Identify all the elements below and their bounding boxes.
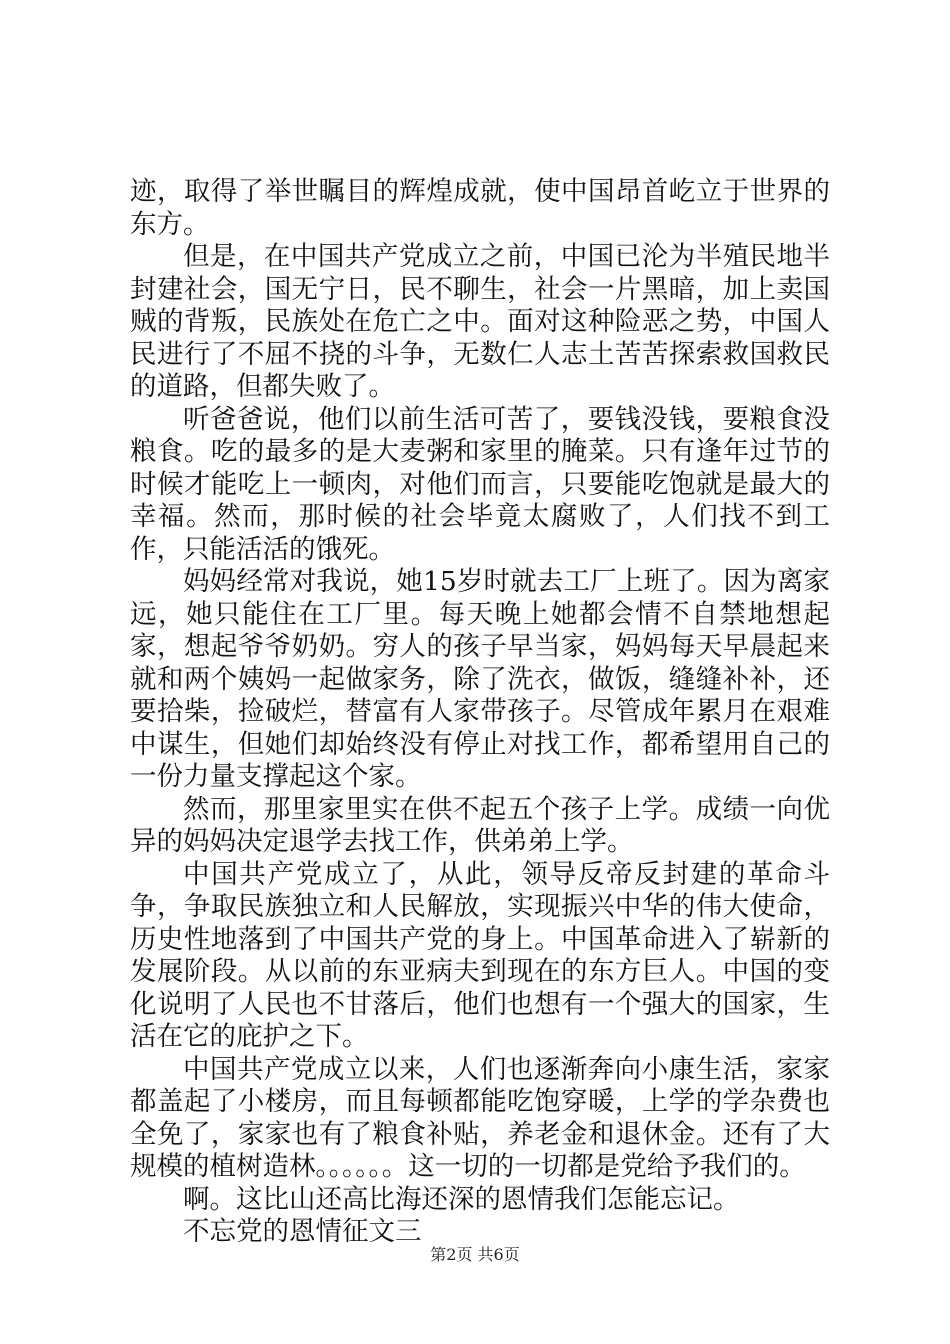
paragraph: 啊。这比山还高比海还深的恩情我们怎能忘记。 xyxy=(183,1183,740,1215)
body-text xyxy=(130,176,830,1249)
paragraph: 中国共产党成立了，从此，领导反帝反封建的革命斗争，争取民族独立和人民解放，实现振兴中华的伟大使命，历史性地落到了中国共产党的身上。中国革命进入了崭新的发展阶段。从以前的东亚病夫到现在的东方巨人。中国的变化说明了人民也不甘落后，他们也想有一个强大的国家，生活在它的庇护之下。 xyxy=(130,858,830,1052)
paragraph: 听爸爸说，他们以前生活可苦了，要钱没钱，要粮食没粮食。吃的最多的是大麦粥和家里的腌菜。只有逢年过节的时候才能吃上一顿肉，对他们而言，只要能吃饱就是最大的幸福。然而，那时候的社会毕竟太腐败了，人们找不到工作，只能活活的饿死。 xyxy=(130,403,830,565)
paragraph: 中国共产党成立以来，人们也逐渐奔向小康生活，家家都盖起了小楼房，而且每顿都能吃饱穿暖，上学的学杂费也全免了，家家也有了粮食补贴，养老金和退休金。还有了大规模的植树造林。。。。。。这一切的一切都是党给予我们的。 xyxy=(130,1053,830,1182)
paragraph: 然而，那里家里实在供不起五个孩子上学。成绩一向优异的妈妈决定退学去找工作，供弟弟上学。 xyxy=(130,793,830,857)
section-heading: 不忘党的恩情征文三 xyxy=(183,1216,422,1247)
paragraph: 妈妈经常对我说，她15岁时就去工厂上班了。因为离家远，她只能住在工厂里。每天晚上她都会情不自禁地想起家，想起爷爷奶奶。穷人的孩子早当家，妈妈每天早晨起来就和两个姨妈一起做家务，除了洗衣，做饭，缝缝补补，还要拾柴，捡破烂，替富有人家带孩子。尽管成年累月在艰难中谋生，但她们却始终没有停止对找工作，都希望用自己的一份力量支撑起这个家。 xyxy=(130,566,830,792)
page-footer: 第2页 共6页 xyxy=(430,1245,520,1264)
paragraph-continued: 迹，取得了举世瞩目的辉煌成就，使中国昂首屹立于世界的东方。 xyxy=(130,176,830,240)
paragraph: 但是，在中国共产党成立之前，中国已沦为半殖民地半封建社会，国无宁日，民不聊生，社会一片黑暗，加上卖国贼的背叛，民族处在危亡之中。面对这种险恶之势，中国人民进行了不屈不挠的斗争，无数仁人志土苦苦探索救国救民的道路，但都失败了。 xyxy=(130,241,830,402)
